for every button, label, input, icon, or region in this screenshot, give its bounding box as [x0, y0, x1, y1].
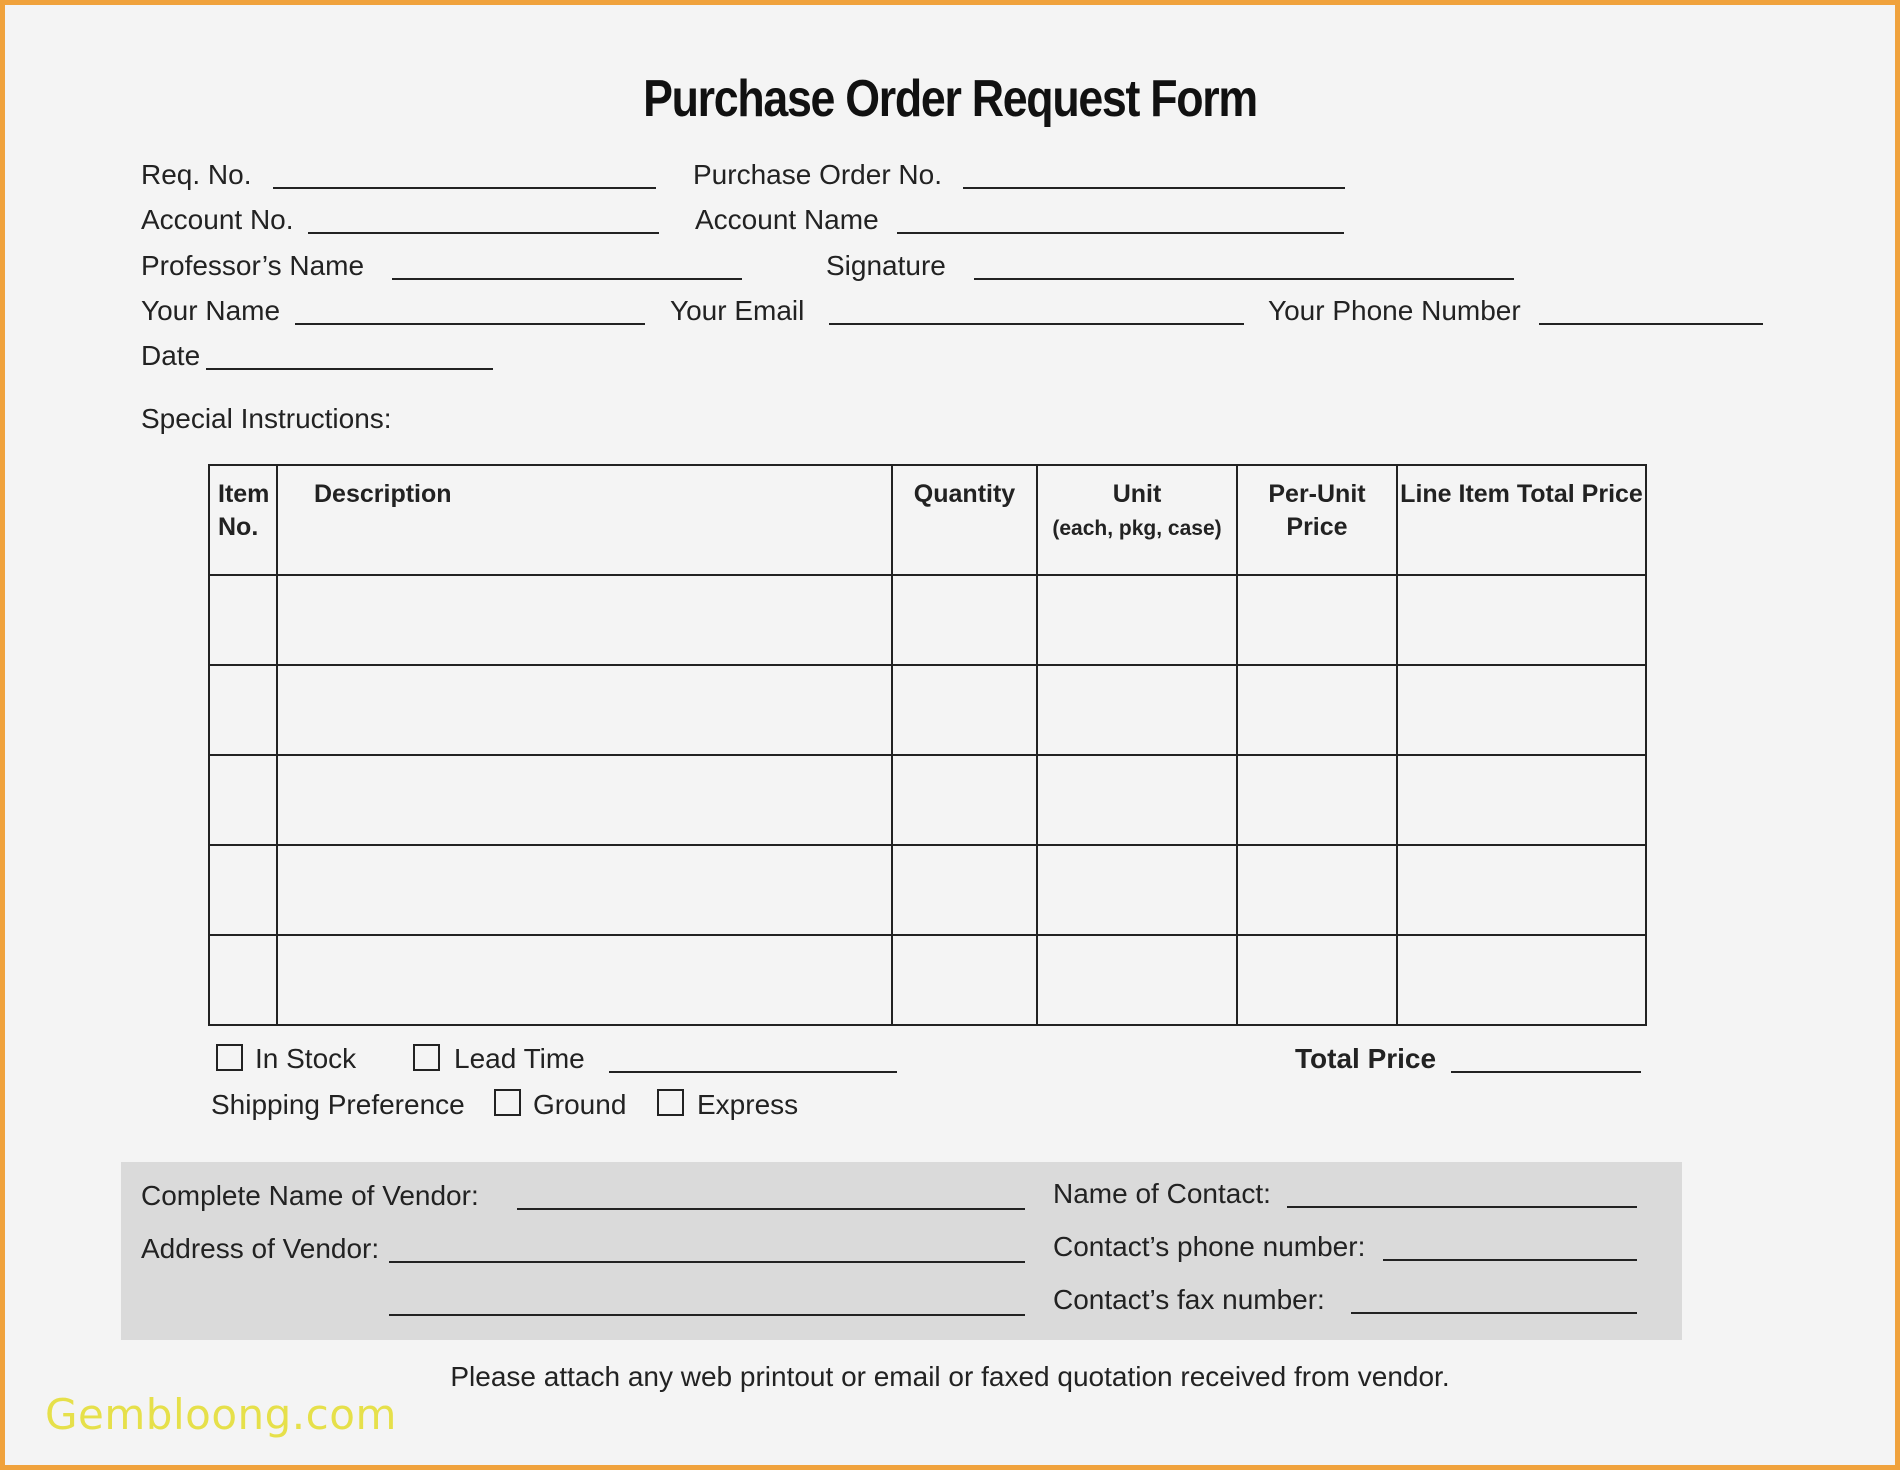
cell-description[interactable]: [277, 935, 892, 1025]
express-checkbox[interactable]: [657, 1089, 684, 1116]
cell-item-no[interactable]: [209, 845, 277, 935]
vendor-address-field[interactable]: [389, 1261, 1025, 1263]
lead-time-label: Lead Time: [454, 1043, 585, 1074]
cell-per-unit-price[interactable]: [1237, 845, 1397, 935]
contact-phone-field[interactable]: [1383, 1259, 1637, 1261]
items-table: [208, 464, 1647, 1026]
cell-line-total[interactable]: [1397, 575, 1646, 665]
header-unit-sub: (each, pkg, case): [1052, 516, 1222, 540]
cell-unit[interactable]: [1037, 665, 1237, 755]
table-row: [209, 845, 1646, 935]
cell-description[interactable]: [277, 755, 892, 845]
po-no-field[interactable]: [963, 187, 1345, 189]
special-instructions-label: Special Instructions:: [141, 403, 392, 434]
header-item-no: Item No.: [209, 465, 277, 575]
professor-name-label: Professor’s Name: [141, 250, 365, 281]
your-phone-field[interactable]: [1539, 323, 1763, 325]
table-row: [209, 665, 1646, 755]
your-phone-label: Your Phone Number: [1268, 295, 1521, 326]
vendor-name-label: Complete Name of Vendor:: [141, 1180, 479, 1211]
cell-item-no[interactable]: [209, 665, 277, 755]
date-field[interactable]: [206, 368, 493, 370]
professor-name-field[interactable]: [392, 278, 742, 280]
signature-label: Signature: [826, 250, 946, 281]
vendor-address-field-2[interactable]: [389, 1314, 1025, 1316]
contact-fax-field[interactable]: [1351, 1312, 1637, 1314]
cell-unit[interactable]: [1037, 575, 1237, 665]
your-name-field[interactable]: [295, 323, 645, 325]
cell-unit[interactable]: [1037, 845, 1237, 935]
account-name-field[interactable]: [897, 232, 1344, 234]
cell-per-unit-price[interactable]: [1237, 665, 1397, 755]
cell-description[interactable]: [277, 845, 892, 935]
cell-line-total[interactable]: [1397, 935, 1646, 1025]
vendor-address-label: Address of Vendor:: [141, 1233, 380, 1264]
account-no-field[interactable]: [308, 232, 659, 234]
po-no-label: Purchase Order No.: [693, 159, 942, 190]
cell-item-no[interactable]: [209, 935, 277, 1025]
cell-description[interactable]: [277, 575, 892, 665]
lead-time-checkbox[interactable]: [413, 1044, 440, 1071]
ground-label: Ground: [533, 1089, 627, 1120]
account-name-label: Account Name: [695, 204, 879, 235]
table-header-row: [209, 465, 1646, 575]
cell-quantity[interactable]: [892, 935, 1037, 1025]
signature-field[interactable]: [974, 278, 1514, 280]
cell-item-no[interactable]: [209, 575, 277, 665]
cell-per-unit-price[interactable]: [1237, 575, 1397, 665]
contact-name-label: Name of Contact:: [1053, 1178, 1271, 1209]
total-price-label: Total Price: [1295, 1043, 1437, 1074]
contact-fax-label: Contact’s fax number:: [1053, 1284, 1325, 1315]
header-unit-label: Unit: [1112, 480, 1162, 508]
ground-checkbox[interactable]: [494, 1089, 521, 1116]
your-name-label: Your Name: [141, 295, 281, 326]
cell-per-unit-price[interactable]: [1237, 755, 1397, 845]
contact-name-field[interactable]: [1287, 1206, 1637, 1208]
your-email-label: Your Email: [670, 295, 805, 326]
header-quantity: Quantity: [892, 465, 1037, 575]
cell-quantity[interactable]: [892, 665, 1037, 755]
in-stock-checkbox[interactable]: [216, 1044, 243, 1071]
watermark: Gembloong.com: [45, 1390, 397, 1439]
in-stock-label: In Stock: [255, 1043, 357, 1074]
cell-description[interactable]: [277, 665, 892, 755]
req-no-label: Req. No.: [141, 159, 252, 190]
header-line-total: Line Item Total Price: [1397, 465, 1646, 575]
table-row: [209, 575, 1646, 665]
shipping-preference-label: Shipping Preference: [211, 1089, 465, 1120]
footer-note: Please attach any web printout or email or faxed quotation received from vendor.: [450, 1361, 1450, 1392]
table-row: [209, 755, 1646, 845]
contact-phone-label: Contact’s phone number:: [1053, 1231, 1366, 1262]
cell-quantity[interactable]: [892, 845, 1037, 935]
cell-line-total[interactable]: [1397, 755, 1646, 845]
vendor-name-field[interactable]: [517, 1208, 1025, 1210]
header-unit: [1037, 465, 1237, 575]
total-price-field[interactable]: [1451, 1071, 1641, 1073]
cell-quantity[interactable]: [892, 575, 1037, 665]
lead-time-field[interactable]: [609, 1071, 897, 1073]
req-no-field[interactable]: [273, 187, 656, 189]
header-per-unit-price: Per-Unit Price: [1237, 465, 1397, 575]
cell-unit[interactable]: [1037, 755, 1237, 845]
table-row: [209, 935, 1646, 1025]
cell-line-total[interactable]: [1397, 845, 1646, 935]
header-description: Description: [277, 465, 892, 575]
page-title: Purchase Order Request Form: [643, 70, 1257, 128]
express-label: Express: [697, 1089, 799, 1120]
your-email-field[interactable]: [829, 323, 1244, 325]
date-label: Date: [141, 340, 201, 371]
cell-unit[interactable]: [1037, 935, 1237, 1025]
cell-per-unit-price[interactable]: [1237, 935, 1397, 1025]
cell-item-no[interactable]: [209, 755, 277, 845]
account-no-label: Account No.: [141, 204, 294, 235]
cell-line-total[interactable]: [1397, 665, 1646, 755]
cell-quantity[interactable]: [892, 755, 1037, 845]
